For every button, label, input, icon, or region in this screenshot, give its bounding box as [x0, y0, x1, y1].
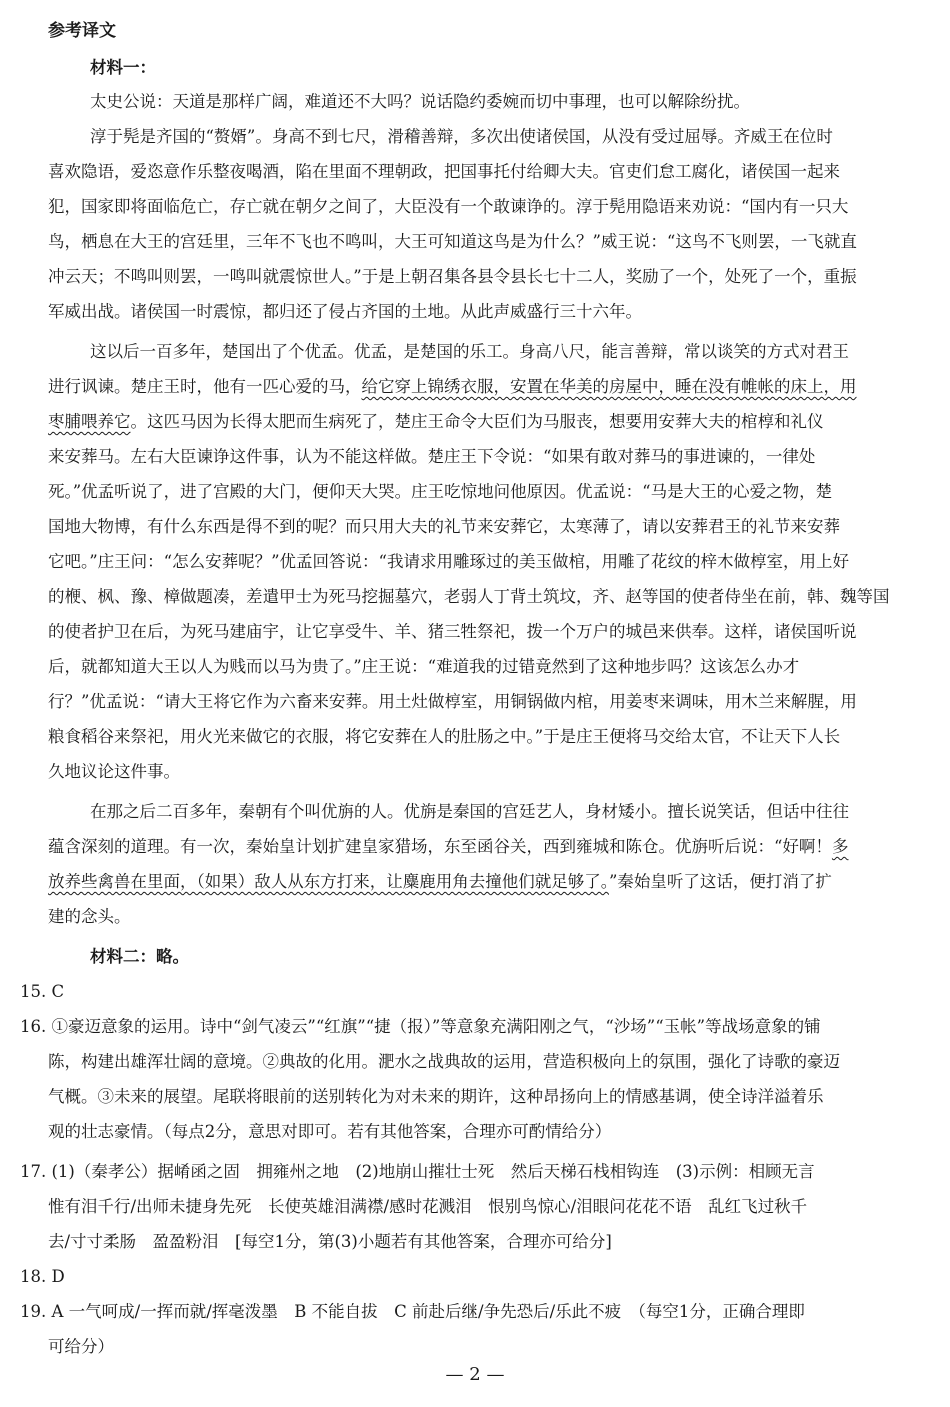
translation-line: 死。”优孟听说了，进了宫殿的大门，便仰天大哭。庄王吃惊地问他原因。优孟说：“马是大王的心爱之物，楚: [48, 482, 833, 501]
translation-line: 粮食稻谷来祭祀，用火光来做它的衣服，将它安葬在人的肚肠之中。”于是庄王便将马交给太官，不让天下人长: [48, 727, 841, 746]
translation-line: 国地大物博，有什么东西是得不到的呢？而只用大夫的礼节来安葬它，太寒薄了，请以安葬君王的礼节来安葬: [48, 517, 840, 536]
translation-line: 行？”优孟说：“请大王将它作为六畜来安葬。用土灶做椁室，用铜锅做内棺，用姜枣来调味，用木兰来解腥，用: [48, 692, 857, 711]
translation-line: 淳于髡是齐国的“赘婿”。身高不到七尺，滑稽善辩，多次出使诸侯国，从没有受过屈辱。齐威王在位时: [90, 127, 833, 146]
translation-line: 军威出战。诸侯国一时震惊，都归还了侵占齐国的土地。从此声威盛行三十六年。: [48, 302, 642, 321]
translation-line: 的使者护卫在后，为死马建庙宇，让它享受牛、羊、猪三牲祭祀，拨一个万户的城邑来供奉。这样，诸侯国听说: [48, 622, 857, 641]
translation-line: 在那之后二百多年，秦朝有个叫优旃的人。优旃是秦国的宫廷艺人，身材矮小。擅长说笑话，但话中往往: [90, 802, 849, 821]
answer-19: 19. A 一气呵成/一挥而就/挥毫泼墨 B 不能自拔 C 前赴后继/争先恐后/乐此不疲 （每空1分，正确合理即: [20, 1302, 805, 1321]
translation-line: 的楩、枫、豫、樟做题凑，差遣甲士为死马挖掘墓穴，老弱人丁背土筑坟，齐、赵等国的使者侍坐在前，韩、魏等国: [48, 587, 890, 606]
translation-line: 冲云天；不鸣叫则罢，一鸣叫就震惊世人。”于是上朝召集各县令县长七十二人，奖励了一个，处死了一个，重振: [48, 267, 857, 286]
answer-17-cont: 去/寸寸柔肠 盈盈粉泪 [每空1分，第(3)小题若有其他答案，合理亦可给分]: [48, 1232, 612, 1251]
wavy-underlined-text: 枣脯喂养它: [48, 412, 131, 431]
wavy-underlined-text: 多: [831, 837, 849, 856]
answer-16-cont: 观的壮志豪情。（每点2分，意思对即可。若有其他答案，合理亦可酌情给分）: [48, 1122, 612, 1141]
section-heading: 参考译文: [48, 21, 116, 41]
material-one-label: 材料一：: [90, 58, 156, 77]
page-number: — 2 —: [445, 1364, 505, 1385]
answer-15: 15. C: [20, 982, 65, 1001]
wavy-underlined-text: 放养些禽兽在里面，（如果）敌人从东方打来，让麋鹿用角去撞他们就足够了。: [48, 872, 609, 891]
answer-17-cont: 惟有泪千行/出师未捷身先死 长使英雄泪满襟/感时花溅泪 恨别鸟惊心/泪眼问花花不语 乱红飞过秋千: [48, 1197, 808, 1216]
translation-line: 久地议论这件事。: [48, 762, 180, 781]
translation-line: 犯，国家即将面临危亡，存亡就在朝夕之间了，大臣没有一个敢谏诤的。淳于髡用隐语来劝说：“国内有一只大: [48, 197, 849, 216]
translation-line: 来安葬马。左右大臣谏诤这件事，认为不能这样做。楚庄王下令说：“如果有敢对葬马的事进谏的，一律处: [48, 447, 816, 466]
translation-line: 放养些禽兽在里面，（如果）敌人从东方打来，让麋鹿用角去撞他们就足够了。”秦始皇听了这话，便打消了扩: [48, 872, 832, 891]
translation-line: 后，就都知道大王以人为贱而以马为贵了。”庄王说：“难道我的过错竟然到了这种地步吗？这该怎么办才: [48, 657, 800, 676]
material-two-label: 材料二：略。: [90, 947, 189, 966]
answer-16-cont: 陈，构建出雄浑壮阔的意境。②典故的化用。淝水之战典故的运用，营造积极向上的氛围，强化了诗歌的豪迈: [48, 1052, 840, 1071]
wavy-underlined-text: 给它穿上锦绣衣服，安置在华美的房屋中，睡在没有帷帐的床上，用: [361, 377, 857, 396]
translation-line: 它吧。”庄王问：“怎么安葬呢？”优孟回答说：“我请求用雕琢过的美玉做棺，用雕了花纹的梓木做椁室，用上好: [48, 552, 849, 571]
translation-line: 进行讽谏。楚庄王时，他有一匹心爱的马，给它穿上锦绣衣服，安置在华美的房屋中，睡在没有帷帐的床上，用: [48, 377, 857, 396]
answer-16: 16. ①豪迈意象的运用。诗中“剑气凌云”“红旗”“捷（报）”等意象充满阳刚之气，“沙场”“玉帐”等战场意象的铺: [20, 1017, 821, 1036]
translation-line: 这以后一百多年，楚国出了个优孟。优孟，是楚国的乐工。身高八尺，能言善辩，常以谈笑的方式对君王: [90, 342, 849, 361]
answer-19-cont: 可给分）: [48, 1337, 114, 1356]
translation-line: 枣脯喂养它。这匹马因为长得太肥而生病死了，楚庄王命令大臣们为马服丧，想要用安葬大夫的棺椁和礼仪: [48, 412, 824, 431]
translation-line: 喜欢隐语，爱恣意作乐整夜喝酒，陷在里面不理朝政，把国事托付给卿大夫。官吏们怠工腐化，诸侯国一起来: [48, 162, 840, 181]
answer-16-cont: 气概。③未来的展望。尾联将眼前的送别转化为对未来的期许，这种昂扬向上的情感基调，使全诗洋溢着乐: [48, 1087, 824, 1106]
answer-18: 18. D: [20, 1267, 65, 1286]
translation-line: 蕴含深刻的道理。有一次，秦始皇计划扩建皇家猎场，东至函谷关，西到雍城和陈仓。优旃听后说：“好啊！多: [48, 837, 849, 856]
answer-17: 17. (1)（秦孝公）据崤函之固 拥雍州之地 (2)地崩山摧壮士死 然后天梯石栈相钩连 (3)示例：相顾无言: [20, 1162, 815, 1181]
translation-line: 建的念头。: [48, 907, 131, 926]
translation-line: 鸟，栖息在大王的宫廷里，三年不飞也不鸣叫，大王可知道这鸟是为什么？”威王说：“这鸟不飞则罢，一飞就直: [48, 232, 857, 251]
translation-line: 太史公说：天道是那样广阔，难道还不大吗？说话隐约委婉而切中事理，也可以解除纷扰。: [90, 92, 750, 111]
